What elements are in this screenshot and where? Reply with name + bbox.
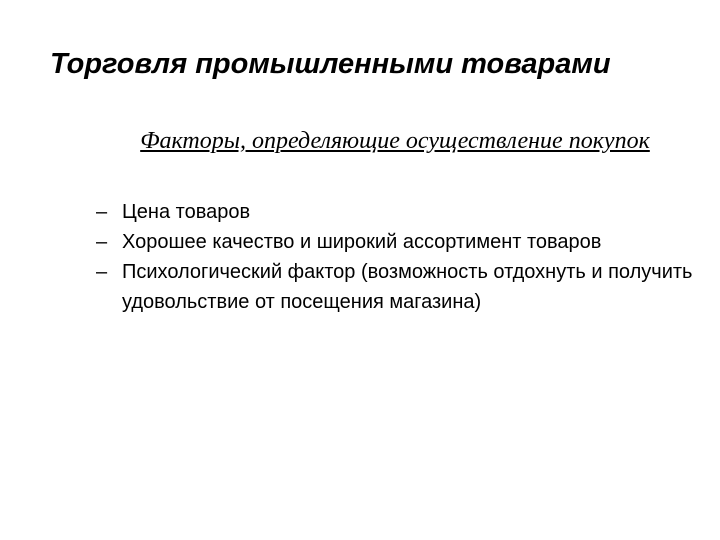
- bullet-text: Цена товаров: [122, 201, 251, 223]
- bullet-item: [96, 197, 716, 227]
- bullet-dash: –: [96, 261, 108, 283]
- bullet-text: Хорошее качество и широкий ассортимент товаров: [122, 231, 602, 253]
- bullet-item: [96, 257, 716, 317]
- bullet-item: [96, 227, 716, 257]
- bullet-dash: –: [96, 201, 108, 223]
- bullet-dash: –: [96, 231, 108, 253]
- bullet-list: [96, 197, 716, 317]
- slide-subtitle: Факторы, определяющие осуществление покупок: [140, 128, 650, 154]
- slide-title: Торговля промышленными товарами: [50, 48, 611, 80]
- bullet-text: Психологический фактор (возможность отдохнуть и получить удовольствие от посещения магазина): [122, 261, 693, 313]
